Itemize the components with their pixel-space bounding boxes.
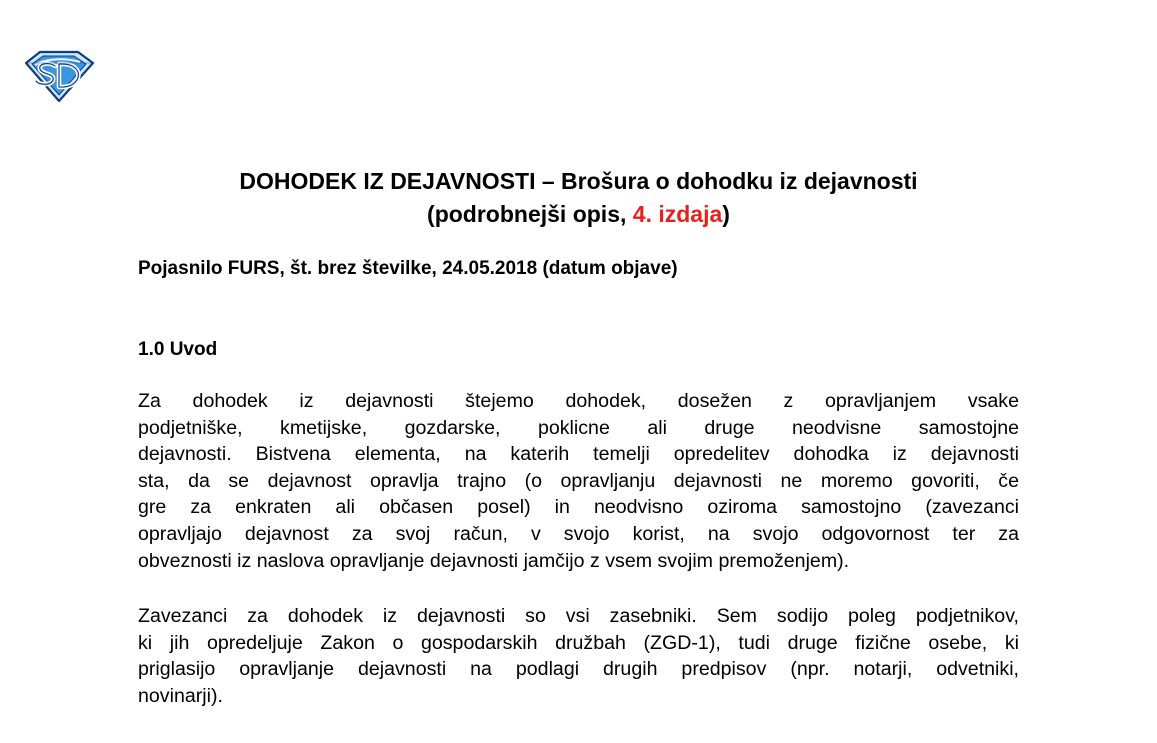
title-suffix: ): [722, 201, 730, 227]
paragraph-2: [138, 603, 1019, 709]
paragraph-line: dejavnosti. Bistvena elementa, na katerih temelji opredelitev dohodka iz dejavnosti: [138, 443, 1019, 466]
sd-shield-logo-icon: [22, 49, 96, 103]
paragraph-line: podjetniške, kmetijske, gozdarske, poklicne ali druge neodvisne samostojne: [138, 416, 1019, 439]
paragraph-line: ki jih opredeljuje Zakon o gospodarskih družbah (ZGD-1), tudi druge fizične osebe, ki: [138, 631, 1019, 654]
title-prefix: (podrobnejši opis,: [427, 201, 633, 227]
paragraph-line: obveznosti iz naslova opravljanje dejavnosti jamčijo z vsem svojim premoženjem).: [138, 549, 850, 572]
paragraph-line: sta, da se dejavnost opravlja trajno (o opravljanju dejavnosti ne moremo govoriti, če: [138, 469, 1019, 492]
paragraph-line: priglasijo opravljanje dejavnosti na podlagi drugih predpisov (npr. notarji, odvetniki,: [138, 658, 1019, 681]
paragraph-line: gre za enkraten ali občasen posel) in neodvisno oziroma samostojno (zavezanci: [138, 496, 1019, 519]
document-title-line-2: [0, 198, 1157, 231]
paragraph-line: opravljajo dejavnost za svoj račun, v svojo korist, na svojo odgovornost ter za: [138, 522, 1019, 545]
document-title-line-1: DOHODEK IZ DEJAVNOSTI – Brošura o dohodku iz dejavnosti: [239, 168, 918, 194]
paragraph-line: novinarji).: [138, 684, 223, 707]
document-meta-line: Pojasnilo FURS, št. brez številke, 24.05.2018 (datum objave): [138, 258, 678, 279]
edition-label: 4. izdaja: [632, 201, 723, 227]
section-heading: 1.0 Uvod: [138, 339, 218, 360]
paragraph-line: Zavezanci za dohodek iz dejavnosti so vsi zasebniki. Sem sodijo poleg podjetnikov,: [138, 605, 1019, 627]
paragraph-1: [138, 388, 1019, 574]
paragraph-line: Za dohodek iz dejavnosti štejemo dohodek, dosežen z opravljanjem vsake: [138, 390, 1019, 412]
document-title: [0, 165, 1157, 231]
